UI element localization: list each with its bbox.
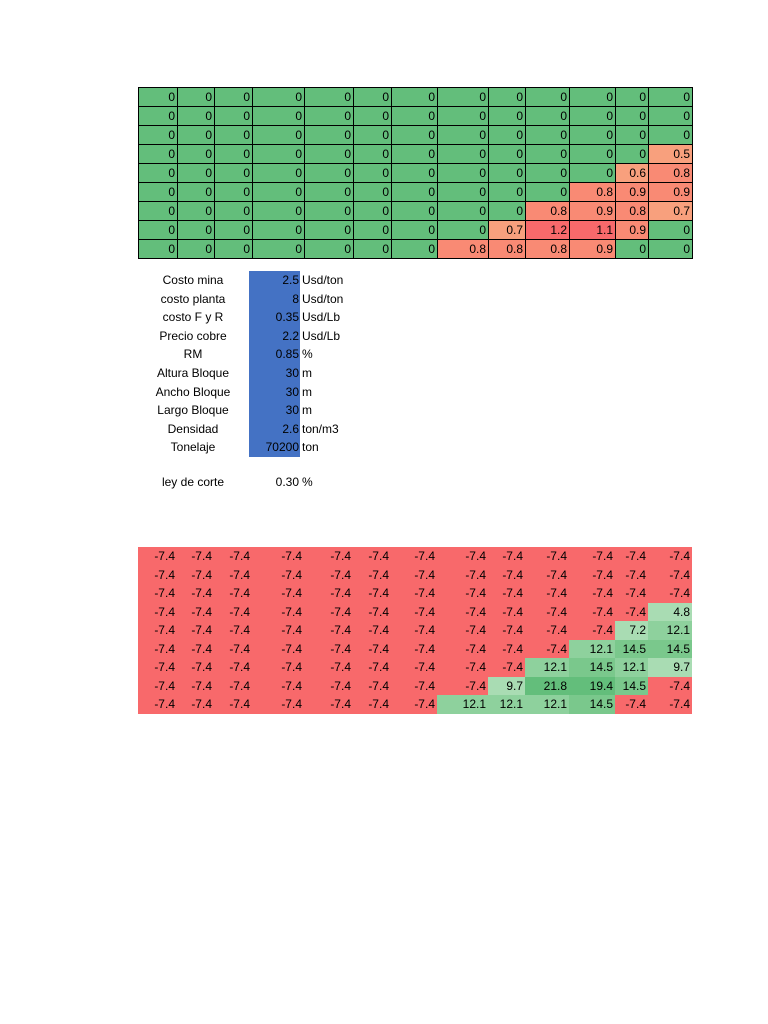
- table-cell[interactable]: 12.1: [525, 695, 569, 714]
- table-cell[interactable]: 0: [253, 88, 305, 107]
- table-cell[interactable]: -7.4: [353, 621, 391, 640]
- parameter-value[interactable]: 30: [249, 401, 300, 420]
- table-cell[interactable]: -7.4: [391, 566, 437, 585]
- table-cell[interactable]: 0: [526, 164, 570, 183]
- table-cell[interactable]: -7.4: [488, 658, 525, 677]
- value-row: [138, 621, 692, 640]
- table-cell[interactable]: 0: [305, 126, 354, 145]
- value-row: [138, 695, 692, 714]
- table-cell[interactable]: -7.4: [304, 640, 353, 659]
- table-cell[interactable]: 12.1: [525, 658, 569, 677]
- parameter-unit: m: [302, 403, 312, 418]
- table-cell[interactable]: 0: [616, 126, 649, 145]
- table-cell[interactable]: -7.4: [488, 566, 525, 585]
- table-cell[interactable]: -7.4: [615, 695, 648, 714]
- table-cell[interactable]: -7.4: [437, 547, 488, 566]
- cutoff-row: [138, 473, 398, 492]
- parameter-value[interactable]: 70200: [249, 438, 300, 457]
- table-cell[interactable]: -7.4: [569, 547, 615, 566]
- table-cell[interactable]: -7.4: [391, 621, 437, 640]
- table-cell[interactable]: 0: [526, 88, 570, 107]
- table-cell[interactable]: -7.4: [648, 677, 692, 696]
- table-cell[interactable]: 14.5: [615, 640, 648, 659]
- table-cell[interactable]: 0: [305, 240, 354, 259]
- table-cell[interactable]: 0: [392, 126, 438, 145]
- table-cell[interactable]: -7.4: [391, 547, 437, 566]
- table-cell[interactable]: -7.4: [177, 603, 214, 622]
- parameter-row: [138, 383, 398, 402]
- table-cell[interactable]: -7.4: [177, 547, 214, 566]
- table-cell[interactable]: -7.4: [252, 566, 304, 585]
- table-cell[interactable]: 0: [489, 164, 526, 183]
- table-cell[interactable]: 0: [178, 126, 215, 145]
- table-cell[interactable]: -7.4: [488, 621, 525, 640]
- table-cell[interactable]: -7.4: [488, 640, 525, 659]
- table-cell[interactable]: 0: [253, 126, 305, 145]
- cutoff-value[interactable]: 0.30: [275, 475, 299, 489]
- table-cell[interactable]: 12.1: [615, 658, 648, 677]
- table-cell[interactable]: 12.1: [437, 695, 488, 714]
- parameter-value[interactable]: 0.35: [249, 308, 300, 327]
- table-cell[interactable]: 0: [253, 164, 305, 183]
- table-cell[interactable]: 0: [649, 126, 693, 145]
- table-cell[interactable]: 0: [215, 107, 253, 126]
- parameter-value[interactable]: 2.6: [249, 420, 300, 439]
- table-cell[interactable]: 0: [392, 183, 438, 202]
- table-cell[interactable]: 0: [139, 107, 178, 126]
- table-cell[interactable]: 0: [178, 145, 215, 164]
- value-row: [138, 677, 692, 696]
- table-cell[interactable]: -7.4: [252, 584, 304, 603]
- table-cell[interactable]: -7.4: [214, 547, 252, 566]
- table-cell[interactable]: 4.8: [648, 603, 692, 622]
- table-cell[interactable]: -7.4: [615, 603, 648, 622]
- table-cell[interactable]: 0: [354, 107, 392, 126]
- parameter-unit: %: [302, 347, 313, 362]
- table-cell[interactable]: -7.4: [138, 566, 177, 585]
- table-cell[interactable]: -7.4: [615, 584, 648, 603]
- table-cell[interactable]: 0: [438, 145, 489, 164]
- table-cell[interactable]: 9.7: [648, 658, 692, 677]
- table-cell[interactable]: 0: [649, 88, 693, 107]
- table-cell[interactable]: -7.4: [252, 640, 304, 659]
- value-row: [138, 584, 692, 603]
- table-cell[interactable]: 0: [178, 202, 215, 221]
- table-cell[interactable]: -7.4: [353, 658, 391, 677]
- parameter-row: [138, 327, 398, 346]
- parameter-label: costo F y R: [162, 310, 224, 325]
- table-cell[interactable]: 0: [215, 240, 253, 259]
- table-cell[interactable]: 0: [253, 221, 305, 240]
- parameter-unit: Usd/ton: [302, 273, 344, 287]
- table-cell[interactable]: -7.4: [177, 621, 214, 640]
- table-cell[interactable]: 0: [526, 126, 570, 145]
- table-cell[interactable]: -7.4: [177, 658, 214, 677]
- table-cell[interactable]: -7.4: [252, 677, 304, 696]
- cutoff-unit: %: [302, 475, 313, 489]
- cutoff-label: ley de corte: [161, 475, 225, 489]
- table-cell[interactable]: 0: [616, 107, 649, 126]
- table-cell[interactable]: -7.4: [138, 584, 177, 603]
- table-cell[interactable]: -7.4: [488, 547, 525, 566]
- parameter-row: [138, 364, 398, 383]
- table-cell[interactable]: 0: [354, 126, 392, 145]
- table-cell[interactable]: 0: [215, 202, 253, 221]
- table-cell[interactable]: 0: [305, 221, 354, 240]
- table-cell[interactable]: 0.9: [570, 202, 616, 221]
- parameter-label: Costo mina: [162, 273, 224, 287]
- table-cell[interactable]: 0: [392, 107, 438, 126]
- table-cell[interactable]: 0.8: [616, 202, 649, 221]
- table-cell[interactable]: 12.1: [648, 621, 692, 640]
- parameter-row: [138, 438, 398, 457]
- table-cell[interactable]: -7.4: [138, 677, 177, 696]
- table-cell[interactable]: -7.4: [391, 658, 437, 677]
- table-cell[interactable]: -7.4: [177, 640, 214, 659]
- table-cell[interactable]: 0.8: [526, 240, 570, 259]
- table-cell[interactable]: -7.4: [615, 566, 648, 585]
- table-cell[interactable]: -7.4: [569, 603, 615, 622]
- parameter-label: Largo Bloque: [157, 403, 229, 418]
- table-cell[interactable]: 19.4: [569, 677, 615, 696]
- table-cell[interactable]: 0: [392, 145, 438, 164]
- table-cell[interactable]: -7.4: [353, 566, 391, 585]
- parameter-row: [138, 420, 398, 439]
- table-cell[interactable]: -7.4: [304, 658, 353, 677]
- table-cell[interactable]: 0.9: [570, 240, 616, 259]
- grade-row: [139, 107, 693, 126]
- parameter-label: Densidad: [167, 421, 219, 436]
- table-cell[interactable]: 0: [489, 88, 526, 107]
- parameter-value[interactable]: 0.85: [249, 345, 300, 364]
- table-cell[interactable]: 0: [139, 145, 178, 164]
- table-cell[interactable]: 0: [178, 183, 215, 202]
- table-cell[interactable]: 0.8: [526, 202, 570, 221]
- table-cell[interactable]: 0: [570, 164, 616, 183]
- table-cell[interactable]: 14.5: [648, 640, 692, 659]
- table-cell[interactable]: -7.4: [214, 566, 252, 585]
- table-cell[interactable]: 14.5: [615, 677, 648, 696]
- table-cell[interactable]: -7.4: [525, 640, 569, 659]
- table-cell[interactable]: 0: [215, 183, 253, 202]
- table-cell[interactable]: 0.7: [489, 221, 526, 240]
- table-cell[interactable]: -7.4: [525, 621, 569, 640]
- parameter-row: [138, 290, 398, 309]
- table-cell[interactable]: 0: [354, 145, 392, 164]
- table-cell[interactable]: -7.4: [569, 566, 615, 585]
- table-cell[interactable]: 0: [305, 183, 354, 202]
- table-cell[interactable]: -7.4: [391, 640, 437, 659]
- table-cell[interactable]: 0: [392, 164, 438, 183]
- table-cell[interactable]: -7.4: [214, 621, 252, 640]
- table-cell[interactable]: 1.2: [526, 221, 570, 240]
- table-cell[interactable]: 0: [178, 88, 215, 107]
- parameter-unit: ton/m3: [302, 421, 339, 436]
- table-cell[interactable]: 0.8: [489, 240, 526, 259]
- table-cell[interactable]: -7.4: [488, 603, 525, 622]
- table-cell[interactable]: 12.1: [569, 640, 615, 659]
- table-cell[interactable]: -7.4: [437, 677, 488, 696]
- table-cell[interactable]: -7.4: [138, 547, 177, 566]
- table-cell[interactable]: 0: [253, 202, 305, 221]
- table-cell[interactable]: 0: [392, 202, 438, 221]
- table-cell[interactable]: 1.1: [570, 221, 616, 240]
- table-cell[interactable]: 0: [139, 183, 178, 202]
- parameter-value[interactable]: 30: [249, 383, 300, 402]
- table-cell[interactable]: 0: [438, 221, 489, 240]
- table-cell[interactable]: 0: [139, 126, 178, 145]
- table-cell[interactable]: -7.4: [214, 603, 252, 622]
- table-cell[interactable]: 0.6: [616, 164, 649, 183]
- table-cell[interactable]: 0: [489, 145, 526, 164]
- parameter-row: [138, 308, 398, 327]
- table-cell[interactable]: -7.4: [391, 603, 437, 622]
- table-cell[interactable]: 0: [354, 221, 392, 240]
- table-cell[interactable]: -7.4: [304, 621, 353, 640]
- table-cell[interactable]: -7.4: [648, 566, 692, 585]
- table-cell[interactable]: -7.4: [304, 677, 353, 696]
- parameter-unit: ton: [302, 440, 319, 455]
- table-cell[interactable]: -7.4: [569, 621, 615, 640]
- table-cell[interactable]: 0: [526, 183, 570, 202]
- table-cell[interactable]: 0: [570, 126, 616, 145]
- table-cell[interactable]: 0: [139, 202, 178, 221]
- table-cell[interactable]: -7.4: [304, 547, 353, 566]
- table-cell[interactable]: 0: [178, 240, 215, 259]
- table-cell[interactable]: -7.4: [525, 584, 569, 603]
- table-cell[interactable]: -7.4: [138, 621, 177, 640]
- table-cell[interactable]: -7.4: [304, 566, 353, 585]
- table-cell[interactable]: -7.4: [214, 640, 252, 659]
- table-cell[interactable]: -7.4: [177, 677, 214, 696]
- table-cell[interactable]: -7.4: [304, 584, 353, 603]
- table-cell[interactable]: 9.7: [488, 677, 525, 696]
- grade-row: [139, 183, 693, 202]
- table-cell[interactable]: -7.4: [138, 695, 177, 714]
- table-cell[interactable]: 12.1: [488, 695, 525, 714]
- parameter-unit: Usd/Lb: [302, 328, 341, 343]
- table-cell[interactable]: 0: [253, 240, 305, 259]
- table-cell[interactable]: 0: [253, 145, 305, 164]
- table-cell[interactable]: -7.4: [177, 566, 214, 585]
- table-cell[interactable]: 0: [354, 202, 392, 221]
- table-cell[interactable]: 0: [649, 240, 693, 259]
- table-cell[interactable]: 0: [354, 164, 392, 183]
- table-cell[interactable]: 0: [215, 164, 253, 183]
- value-grid: [138, 547, 692, 714]
- table-cell[interactable]: 0: [305, 164, 354, 183]
- parameter-value[interactable]: 2.5: [249, 271, 300, 290]
- table-cell[interactable]: 0: [139, 88, 178, 107]
- table-cell[interactable]: 14.5: [569, 695, 615, 714]
- grade-row: [139, 88, 693, 107]
- table-cell[interactable]: 0: [253, 107, 305, 126]
- table-cell[interactable]: 0: [570, 107, 616, 126]
- table-cell[interactable]: -7.4: [569, 584, 615, 603]
- table-cell[interactable]: -7.4: [437, 584, 488, 603]
- table-cell[interactable]: 0: [438, 107, 489, 126]
- table-cell[interactable]: 0: [489, 202, 526, 221]
- table-cell[interactable]: -7.4: [252, 658, 304, 677]
- table-cell[interactable]: -7.4: [648, 584, 692, 603]
- table-cell[interactable]: -7.4: [252, 603, 304, 622]
- table-cell[interactable]: 0: [438, 126, 489, 145]
- table-cell[interactable]: 0: [215, 221, 253, 240]
- parameter-unit: Usd/ton: [302, 291, 344, 306]
- table-cell[interactable]: -7.4: [648, 695, 692, 714]
- table-cell[interactable]: -7.4: [525, 566, 569, 585]
- table-cell[interactable]: -7.4: [525, 547, 569, 566]
- table-cell[interactable]: 0: [305, 145, 354, 164]
- table-cell[interactable]: -7.4: [304, 603, 353, 622]
- table-cell[interactable]: -7.4: [252, 547, 304, 566]
- table-cell[interactable]: 0: [570, 145, 616, 164]
- table-cell[interactable]: -7.4: [391, 584, 437, 603]
- table-cell[interactable]: -7.4: [437, 603, 488, 622]
- table-cell[interactable]: 0: [178, 107, 215, 126]
- table-cell[interactable]: 0: [178, 164, 215, 183]
- table-cell[interactable]: 0.8: [438, 240, 489, 259]
- parameter-label: RM: [183, 347, 203, 362]
- table-cell[interactable]: 0: [139, 240, 178, 259]
- table-cell[interactable]: -7.4: [214, 677, 252, 696]
- table-cell[interactable]: -7.4: [304, 695, 353, 714]
- table-cell[interactable]: -7.4: [353, 695, 391, 714]
- value-row: [138, 547, 692, 566]
- table-cell[interactable]: 14.5: [569, 658, 615, 677]
- table-cell[interactable]: 0: [392, 221, 438, 240]
- table-cell[interactable]: -7.4: [437, 658, 488, 677]
- parameter-row: [138, 271, 398, 290]
- grade-row: [139, 164, 693, 183]
- table-cell[interactable]: 21.8: [525, 677, 569, 696]
- value-row: [138, 658, 692, 677]
- table-cell[interactable]: 0.5: [649, 145, 693, 164]
- grade-row: [139, 126, 693, 145]
- table-cell[interactable]: -7.4: [615, 547, 648, 566]
- table-cell[interactable]: 0: [354, 240, 392, 259]
- table-cell[interactable]: -7.4: [353, 547, 391, 566]
- table-cell[interactable]: 0: [489, 183, 526, 202]
- table-cell[interactable]: -7.4: [177, 695, 214, 714]
- grade-row: [139, 221, 693, 240]
- grade-row: [139, 145, 693, 164]
- table-cell[interactable]: -7.4: [437, 621, 488, 640]
- parameter-value[interactable]: 30: [249, 364, 300, 383]
- table-cell[interactable]: 0.9: [616, 183, 649, 202]
- table-cell[interactable]: -7.4: [353, 640, 391, 659]
- table-cell[interactable]: -7.4: [214, 658, 252, 677]
- table-cell[interactable]: 0: [139, 164, 178, 183]
- table-cell[interactable]: 0: [438, 88, 489, 107]
- table-cell[interactable]: -7.4: [252, 695, 304, 714]
- table-cell[interactable]: 0: [305, 107, 354, 126]
- grade-grid: [138, 87, 693, 259]
- table-cell[interactable]: -7.4: [488, 584, 525, 603]
- table-cell[interactable]: 0: [178, 221, 215, 240]
- table-cell[interactable]: 0: [438, 202, 489, 221]
- table-cell[interactable]: -7.4: [437, 640, 488, 659]
- table-cell[interactable]: 0: [354, 183, 392, 202]
- table-cell[interactable]: -7.4: [252, 621, 304, 640]
- grade-row: [139, 202, 693, 221]
- parameter-unit: m: [302, 366, 312, 380]
- table-cell[interactable]: -7.4: [214, 695, 252, 714]
- table-cell[interactable]: -7.4: [138, 640, 177, 659]
- table-cell[interactable]: 0: [649, 107, 693, 126]
- table-cell[interactable]: 0: [392, 240, 438, 259]
- table-cell[interactable]: -7.4: [138, 658, 177, 677]
- table-cell[interactable]: 0: [616, 88, 649, 107]
- value-row: [138, 603, 692, 622]
- table-cell[interactable]: -7.4: [138, 603, 177, 622]
- parameter-value[interactable]: 2.2: [249, 327, 300, 346]
- table-cell[interactable]: -7.4: [391, 677, 437, 696]
- table-cell[interactable]: 0.8: [570, 183, 616, 202]
- table-cell[interactable]: 0: [616, 240, 649, 259]
- table-cell[interactable]: 0: [139, 221, 178, 240]
- table-cell[interactable]: -7.4: [648, 547, 692, 566]
- table-cell[interactable]: 0: [649, 221, 693, 240]
- table-cell[interactable]: 0: [253, 183, 305, 202]
- table-cell[interactable]: 0: [570, 88, 616, 107]
- table-cell[interactable]: 0: [305, 202, 354, 221]
- parameter-row: [138, 401, 398, 420]
- table-cell[interactable]: 0: [305, 88, 354, 107]
- parameter-row: [138, 345, 398, 364]
- table-cell[interactable]: 0.7: [649, 202, 693, 221]
- table-cell[interactable]: -7.4: [437, 566, 488, 585]
- parameter-value[interactable]: 8: [249, 290, 300, 309]
- parameter-unit: m: [302, 384, 312, 399]
- table-cell[interactable]: -7.4: [353, 677, 391, 696]
- value-row: [138, 640, 692, 659]
- parameter-label: Precio cobre: [159, 328, 227, 343]
- table-cell[interactable]: 0: [526, 145, 570, 164]
- table-cell[interactable]: -7.4: [391, 695, 437, 714]
- table-cell[interactable]: -7.4: [525, 603, 569, 622]
- table-cell[interactable]: -7.4: [177, 584, 214, 603]
- parameter-unit: Usd/Lb: [302, 310, 341, 325]
- grade-row: [139, 240, 693, 259]
- table-cell[interactable]: 0: [438, 183, 489, 202]
- table-cell[interactable]: 7.2: [615, 621, 648, 640]
- table-cell[interactable]: 0: [526, 107, 570, 126]
- table-cell[interactable]: 0: [489, 126, 526, 145]
- table-cell[interactable]: 0: [438, 164, 489, 183]
- table-cell[interactable]: 0.9: [649, 183, 693, 202]
- value-row: [138, 566, 692, 585]
- table-cell[interactable]: 0.9: [616, 221, 649, 240]
- parameter-label: Tonelaje: [170, 440, 216, 455]
- table-cell[interactable]: 0: [616, 145, 649, 164]
- table-cell[interactable]: 0: [215, 145, 253, 164]
- table-cell[interactable]: 0: [215, 126, 253, 145]
- table-cell[interactable]: -7.4: [353, 584, 391, 603]
- table-cell[interactable]: 0: [354, 88, 392, 107]
- table-cell[interactable]: 0: [392, 88, 438, 107]
- table-cell[interactable]: 0: [489, 107, 526, 126]
- table-cell[interactable]: -7.4: [214, 584, 252, 603]
- parameter-label: Ancho Bloque: [155, 384, 231, 399]
- table-cell[interactable]: -7.4: [353, 603, 391, 622]
- parameter-label: Altura Bloque: [156, 366, 230, 380]
- parameter-label: costo planta: [160, 291, 226, 306]
- table-cell[interactable]: 0: [215, 88, 253, 107]
- table-cell[interactable]: 0.8: [649, 164, 693, 183]
